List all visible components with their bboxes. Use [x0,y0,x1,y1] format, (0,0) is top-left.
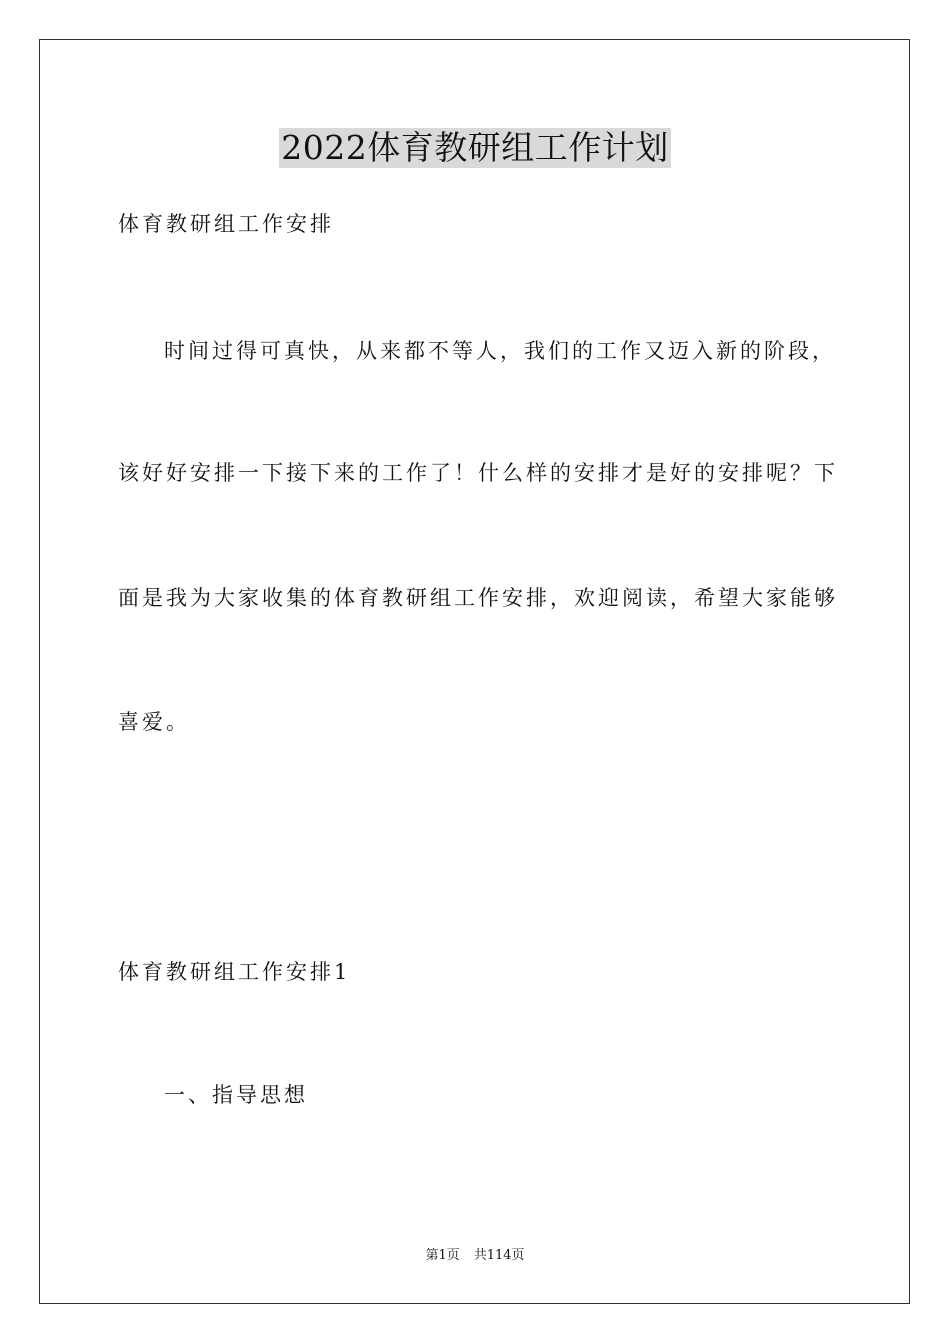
document-subtitle: 体育教研组工作安排 [118,212,334,236]
section-heading: 体育教研组工作安排1 [118,960,351,984]
page-number-total: 共114页 [473,1248,525,1263]
page-number-current: 第1页 [425,1248,460,1263]
intro-line-1: 时间过得可真快，从来都不等人，我们的工作又迈入新的阶段， [164,339,836,363]
document-title: 2022体育教研组工作计划 [281,128,669,167]
subsection-heading: 一、指导思想 [164,1083,308,1107]
intro-line-3: 面是我为大家收集的体育教研组工作安排，欢迎阅读，希望大家能够 [118,586,838,610]
page-footer [0,1248,950,1264]
intro-line-2: 该好好安排一下接下来的工作了！什么样的安排才是好的安排呢？下 [118,461,838,485]
title-container [0,128,950,168]
intro-line-4: 喜爱。 [118,710,190,734]
